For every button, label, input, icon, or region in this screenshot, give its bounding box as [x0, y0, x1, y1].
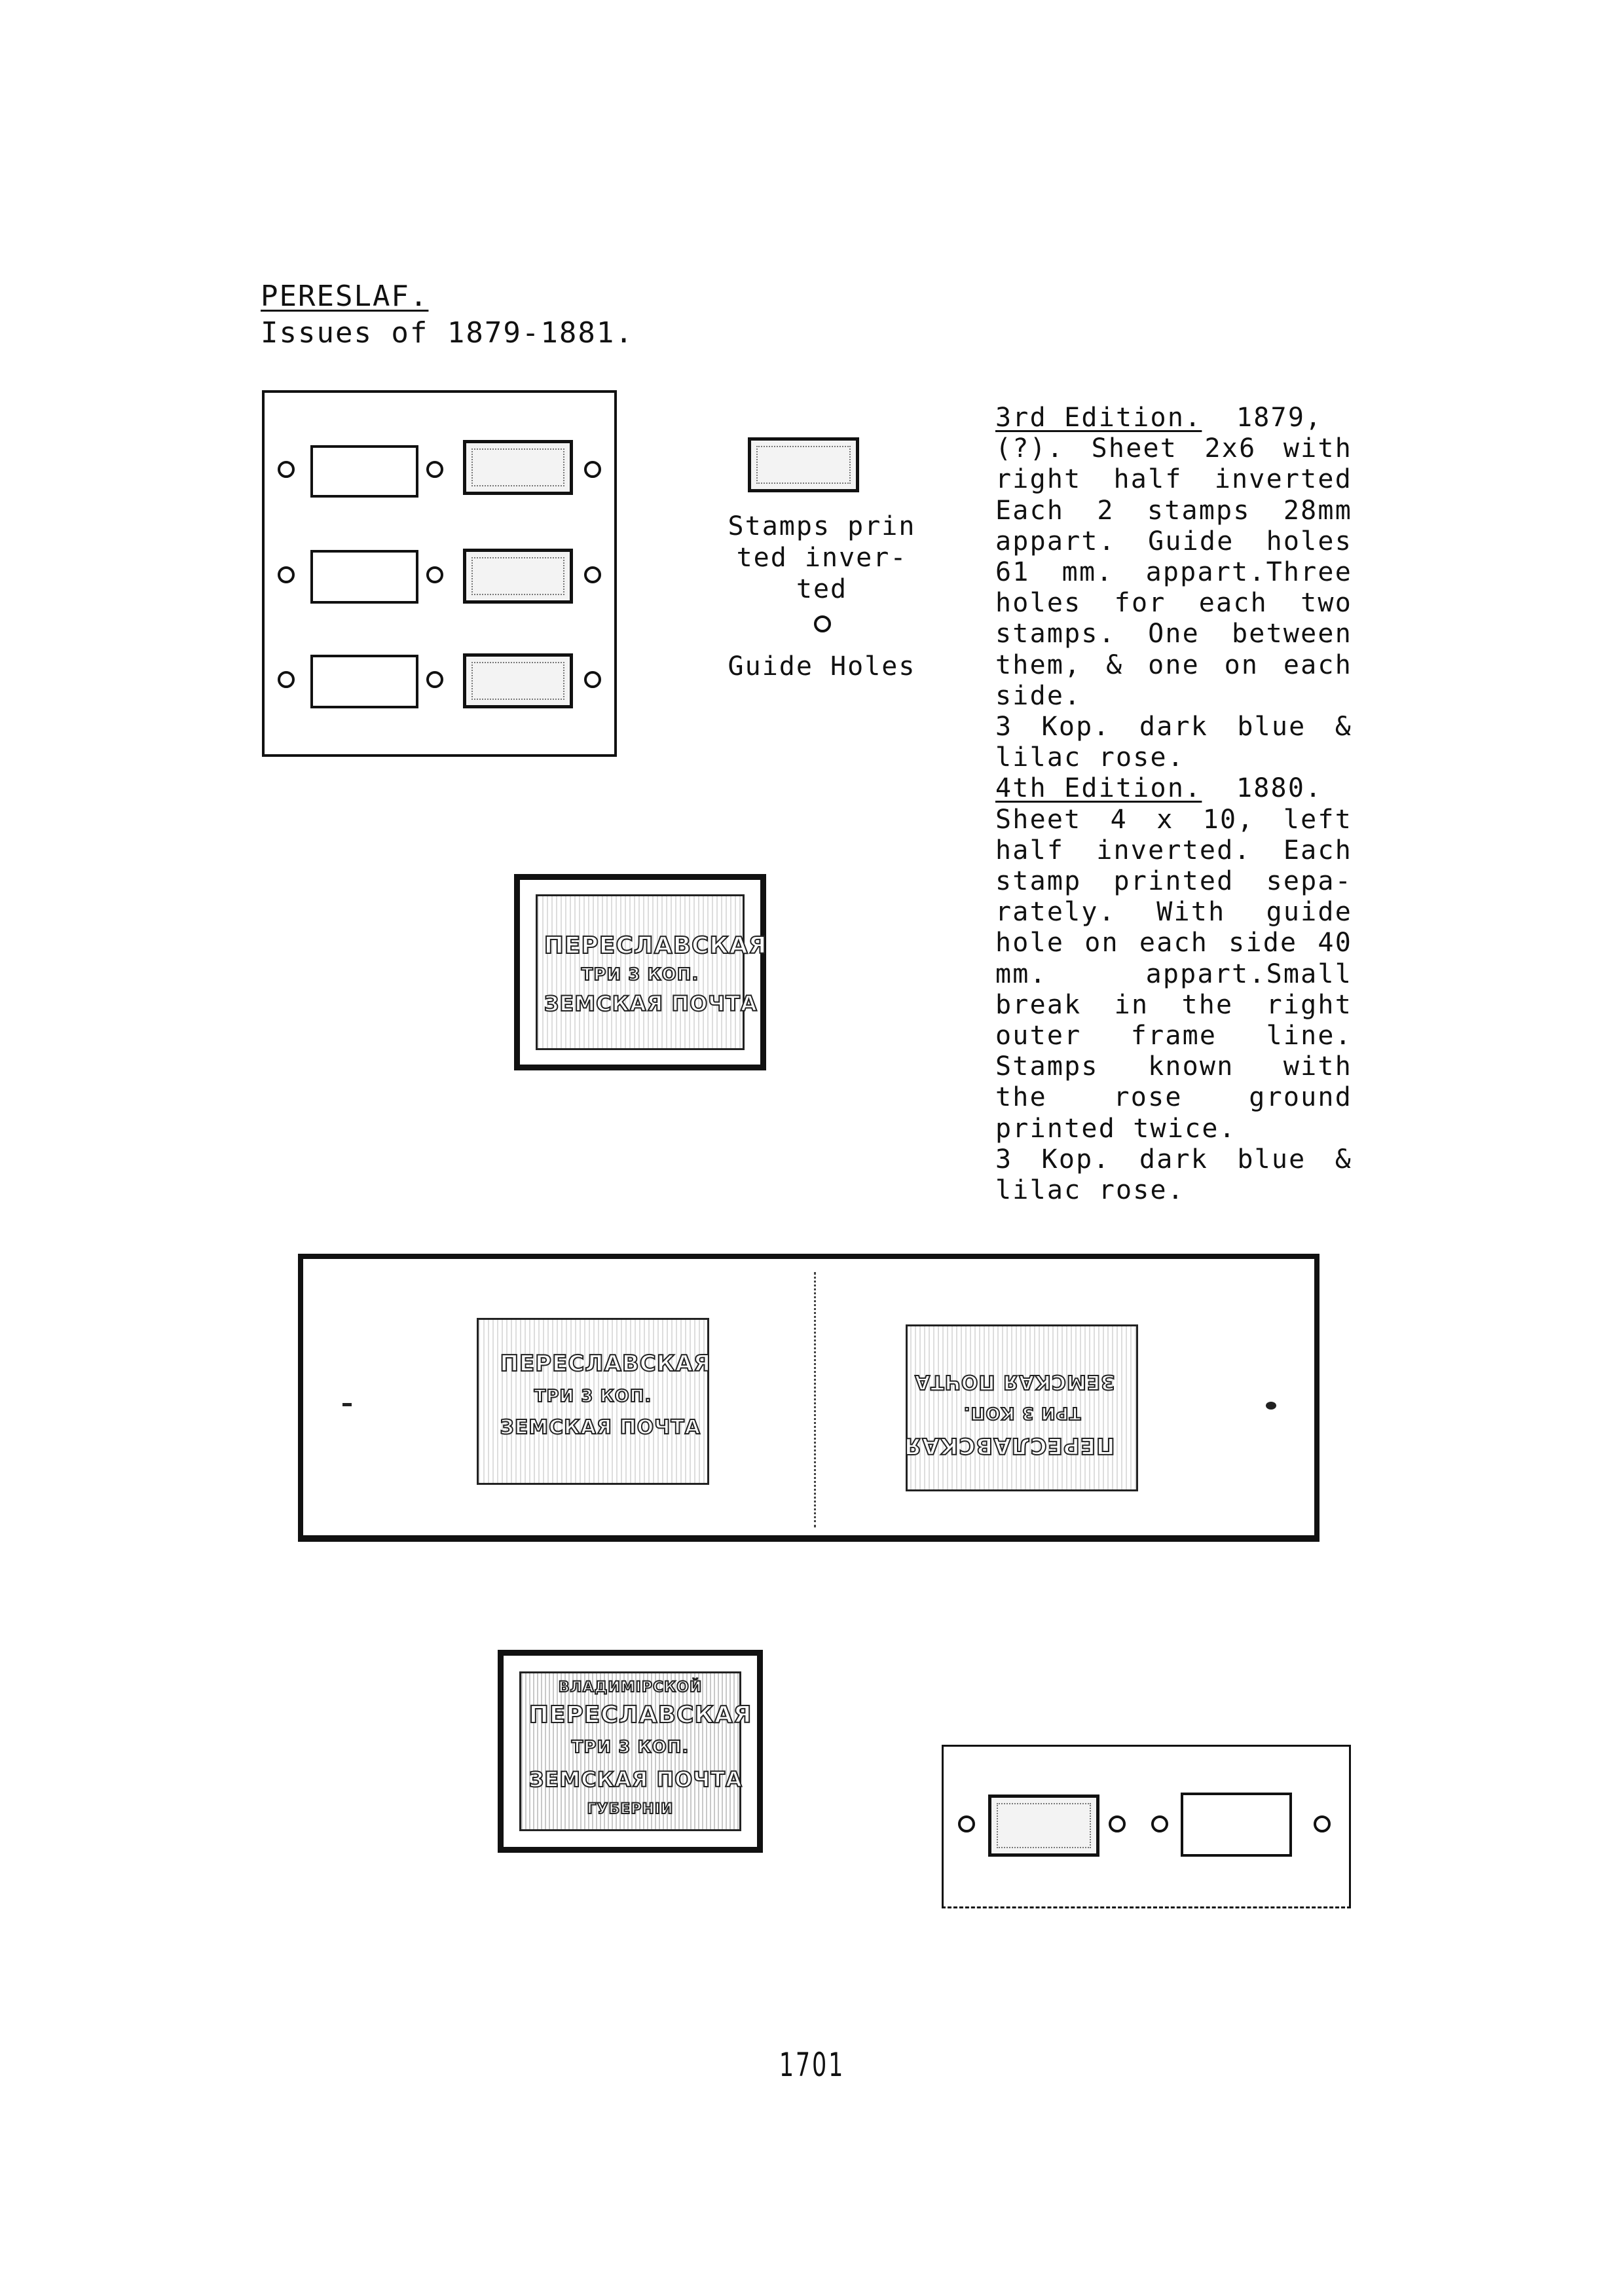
stamp-outline-normal [310, 655, 418, 708]
edition-3rd-color: 3 Kop. dark blue & lilac rose. [995, 712, 1352, 773]
stamp-text-line-3: ЗЕМСКАЯ ПОЧТА [914, 1370, 1115, 1393]
stamp-text-line-3: ЗЕМСКАЯ ПОЧТА [544, 991, 758, 1016]
guide-hole-mark-right [1266, 1402, 1276, 1410]
sheet-diagram-4th-edition [942, 1745, 1351, 1908]
guide-hole [278, 566, 295, 583]
stamp-image-single-2 [498, 1650, 763, 1853]
stamp-image-pair-right-inverted [906, 1324, 1138, 1491]
stamp-text-line-2: ТРИ 3 КОП. [581, 965, 699, 985]
guide-hole-mark-left [342, 1403, 352, 1406]
guide-hole [1314, 1815, 1331, 1832]
edition-3rd-year: 1879, [1236, 403, 1323, 433]
stamp-text-line-3: ЗЕМСКАЯ ПОЧТА [528, 1767, 743, 1792]
edition-notes [995, 403, 1352, 1206]
stamp-outline-inverted [988, 1795, 1099, 1857]
stamp-text-line-1: ПЕРЕСЛАВСКАЯ [544, 932, 767, 959]
guide-hole [584, 461, 601, 478]
stamp-text-line-1: ПЕРЕСЛАВСКАЯ [904, 1432, 1115, 1459]
stamp-text-line-2: ТРИ 3 КОП. [534, 1387, 652, 1406]
guide-hole [1151, 1815, 1168, 1832]
edition-4th-color: 3 Kop. dark blue & lilac rose. [995, 1144, 1352, 1206]
stamp-outline-inverted [463, 549, 573, 604]
page-number: 1701 [779, 2046, 845, 2084]
legend-guide-holes-label: Guide Holes [728, 651, 916, 682]
stamp-text-line-2: ТРИ 3 КОП. [571, 1738, 690, 1757]
stamp-pair-strip [298, 1254, 1320, 1542]
stamp-outline-inverted [463, 653, 573, 708]
stamp-text-line-top: ВЛАДИМIРСКОЙ [558, 1679, 703, 1696]
stamp-text-line-1: ПЕРЕСЛАВСКАЯ [528, 1702, 752, 1728]
guide-hole [1109, 1815, 1126, 1832]
legend-guide-hole-sample [814, 615, 831, 632]
edition-3rd [995, 403, 1352, 773]
stamp-image-pair-left [477, 1318, 709, 1485]
edition-3rd-heading: 3rd Edition. [995, 403, 1202, 433]
page-title: PERESLAF. [261, 280, 429, 313]
edition-3rd-text: (?). Sheet 2x6 with right half inverted Each 2 stamps 28mm appart. Guide holes 61 mm. appart.Three holes for each two stamps. One between them, & one on each side. [995, 433, 1352, 711]
stamp-text-line-1: ПЕРЕСЛАВСКАЯ [500, 1351, 711, 1377]
stamp-text-line-3: ЗЕМСКАЯ ПОЧТА [500, 1416, 701, 1439]
edition-4th [995, 773, 1352, 1206]
guide-hole [584, 671, 601, 688]
legend-inverted-label: Stamps prin ted inver- ted [728, 511, 916, 604]
guide-hole [278, 671, 295, 688]
stamp-outline-normal [1181, 1793, 1292, 1857]
guide-hole [958, 1815, 975, 1832]
guide-hole [426, 671, 443, 688]
stamp-text-line-2: ТРИ 3 КОП. [963, 1403, 1081, 1423]
stamp-outline-normal [310, 445, 418, 498]
guide-hole [278, 461, 295, 478]
sheet-diagram-3rd-edition [262, 390, 617, 757]
guide-hole [584, 566, 601, 583]
page-subtitle: Issues of 1879-1881. [261, 316, 634, 350]
title-block [261, 278, 634, 352]
stamp-outline-normal [310, 550, 418, 604]
legend-inverted-stamp-sample [748, 437, 859, 492]
legend [717, 511, 927, 682]
edition-4th-year: 1880. [1236, 773, 1323, 804]
stamp-text-line-bottom: ГУБЕРНIИ [587, 1801, 674, 1817]
edition-4th-text: Sheet 4 x 10, left half inverted. Each stamp printed sepa- rately. With guide hole on each side 40 mm. appart.Small break in the right outer frame line. Stamps known with the rose ground printed twice. [995, 804, 1352, 1144]
stamp-image-single-1 [514, 874, 766, 1070]
guide-hole [426, 566, 443, 583]
stamp-outline-inverted [463, 440, 573, 495]
edition-4th-heading: 4th Edition. [995, 773, 1202, 804]
guide-hole [426, 461, 443, 478]
sheet-division-line [814, 1272, 816, 1527]
